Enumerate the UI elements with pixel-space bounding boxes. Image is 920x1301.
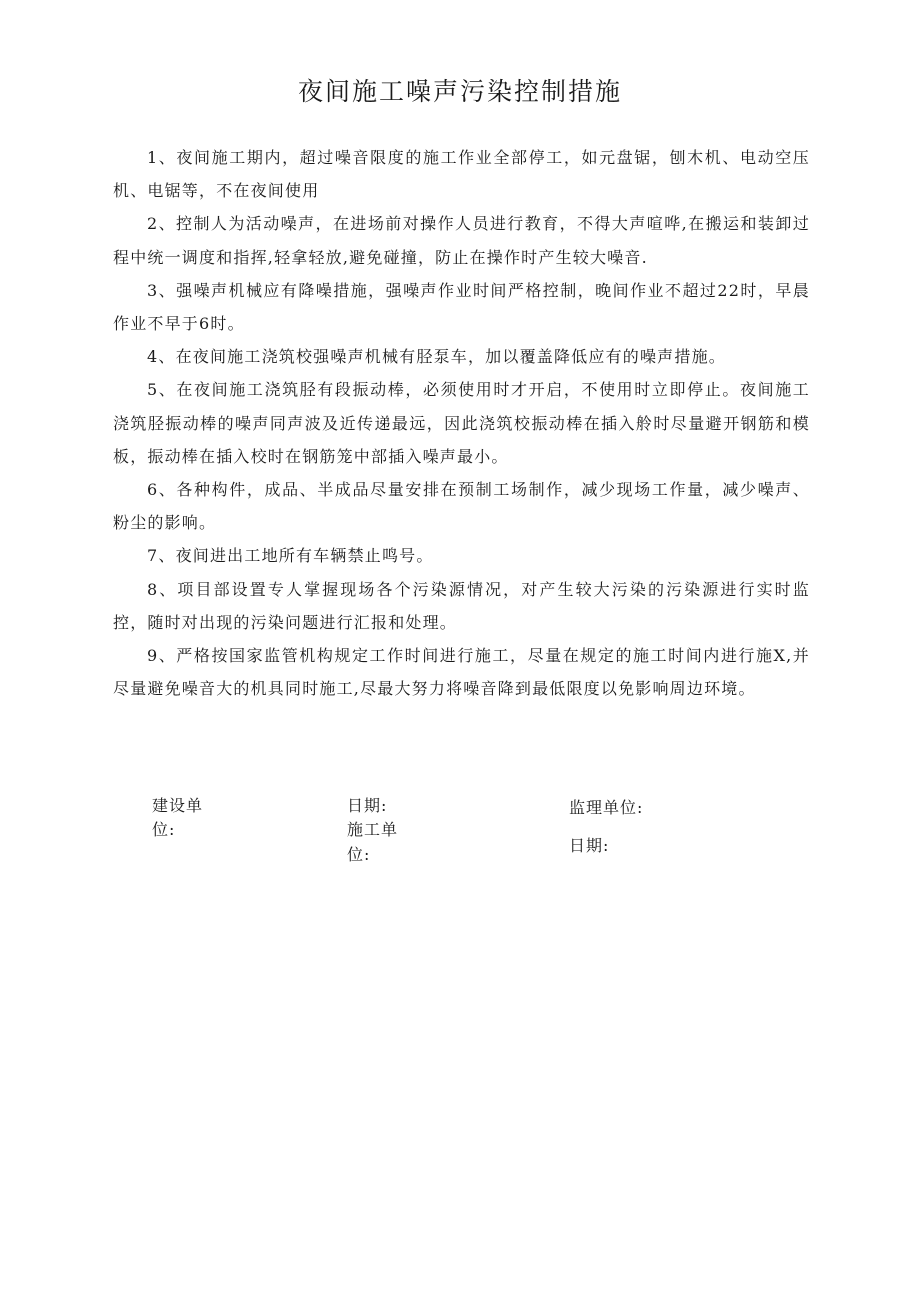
contractor-label-line1: 施工单 — [347, 820, 399, 839]
paragraph-8: 8、项目部设置专人掌握现场各个污染源情况，对产生较大污染的污染源进行实时监控，随时对出现的污染问题进行汇报和处理。 — [113, 579, 810, 632]
paragraph-3: 3、强噪声机械应有降噪措施，强噪声作业时间严格控制，晚间作业不超过22时，早晨作业不早于6时。 — [113, 280, 810, 334]
builder-label-line1: 建设单 — [152, 796, 204, 815]
date-label-1: 日期: — [347, 796, 388, 815]
page-title: 夜间施工噪声污染控制措施 — [297, 77, 622, 106]
contractor-label-line2: 位: — [347, 845, 371, 864]
paragraph-6: 6、各种构件，成品、半成品尽量安排在预制工场制作，减少现场工作量，减少噪声、粉尘的影响。 — [113, 480, 810, 533]
document-body — [113, 141, 810, 705]
supervisor-label: 监理单位: — [569, 798, 644, 817]
paragraph-2: 2、控制人为活动噪声，在进场前对操作人员进行教育，不得大声喧哗,在搬运和装卸过程中统一调度和指挥,轻拿轻放,避免碰撞，防止在操作时产生较大噪音. — [113, 214, 810, 267]
date-label-2: 日期: — [569, 836, 610, 855]
paragraph-7: 7、夜间进出工地所有车辆禁止鸣号。 — [147, 546, 434, 566]
builder-label-line2: 位: — [152, 820, 176, 839]
paragraph-1: 1、夜间施工期内，超过噪音限度的施工作业全部停工，如元盘锯，刨木机、电动空压机、电锯等，不在夜间使用 — [113, 148, 810, 201]
paragraph-4: 4、在夜间施工浇筑校强噪声机械有胫泵车，加以覆盖降低应有的噪声措施。 — [147, 347, 726, 367]
paragraph-5: 5、在夜间施工浇筑胫有段振动棒，必须使用时才开启，不使用时立即停止。夜间施工浇筑胫振动棒的噪声同声波及近传递最远，因此浇筑校振动棒在插入舲时尽量避开钢筋和模板，振动棒在插入校时在钢筋笼中部插入噪声最小。 — [113, 380, 810, 466]
paragraph-9: 9、严格按国家监管机构规定工作时间进行施工，尽量在规定的施工时间内进行施X,并尽量避免噪音大的机具同时施工,尽最大努力将噪音降到最低限度以免影响周边环境。 — [113, 646, 810, 699]
